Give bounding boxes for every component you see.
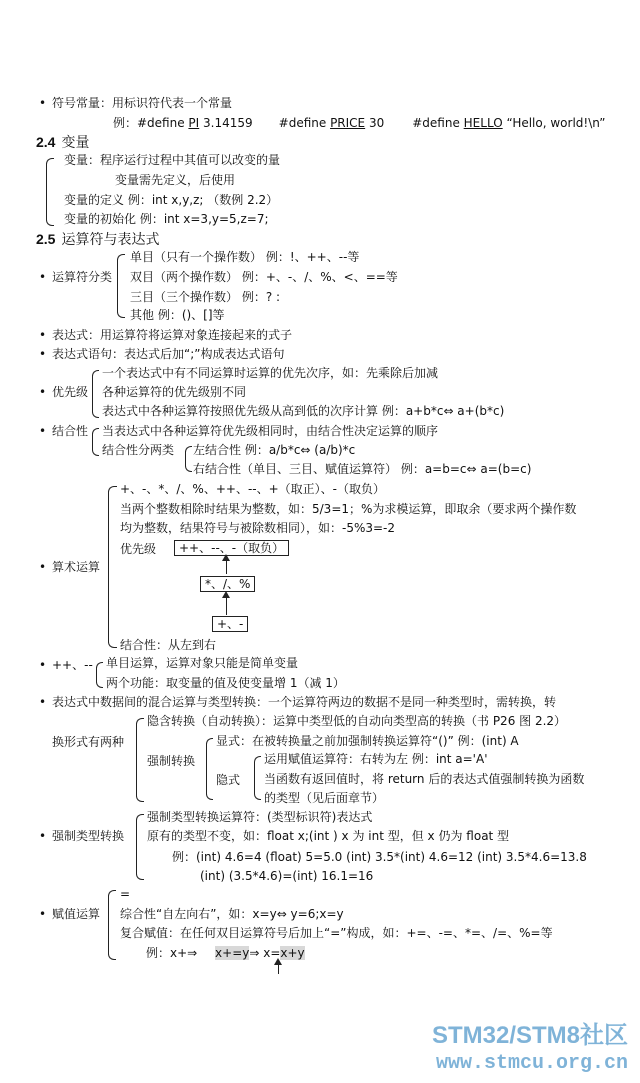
left-assoc-line: 左结合性 例：a/b*c⇔ (a/b)*c [193,443,356,457]
assign-arrow [278,960,279,974]
assign-brace [108,890,116,960]
precedence-brace [92,370,99,418]
assign-ex-highlight-2: x+y [280,946,305,960]
expr-line: • 表达式：用运算符将运算对象连接起来的式子 [52,328,292,342]
cast-line-2: 原有的类型不变，如：float x;(int ) x 为 int 型，但 x 仍为 float 型 [147,829,510,843]
cast-line-1: 强制类型转换运算符：(类型标识符)表达式 [147,810,373,824]
assign-ex-highlight: x+=y [215,946,250,960]
define-ex-prefix: 例：#define [113,116,189,130]
var-first-line: 变量需先定义，后使用 [115,173,236,187]
expr-stmt-line: • 表达式语句：表达式后加“;”构成表达式语句 [52,347,284,361]
explicit-line: 显式：在被转换量之前加强制转换运算符“()” 例：(int) A [216,734,519,748]
arith-prec-label: 优先级 [120,542,157,556]
define-hello: HELLO [463,116,503,130]
arith-line-2: 当两个整数相除时结果为整数，如：5/3=1；%为求模运算，即取余（要求两个操作数 [120,502,577,516]
assign-label: • 赋值运算 [52,907,100,921]
define-price-val: 30 [365,116,385,130]
section-2-4-number: 2.4 [36,134,56,150]
assign-line-1: = [120,887,131,901]
op-class-brace [117,254,125,318]
precedence-label: • 优先级 [52,385,88,399]
define-pi: PI [188,116,200,130]
assign-ex-mid: ⇒ x= [249,946,281,960]
incdec-line-2: 两个功能：取变量的值及使变量增 1（减 1） [106,676,345,690]
right-assoc-line: 右结合性（单目、三目、赋值运算符） 例：a=b=c⇔ a=(b=c) [193,462,532,476]
prec-box-unary: ++、--、-（取负） [174,540,289,556]
define-price: PRICE [330,116,366,130]
arith-assoc-line: 结合性：从左到右 [120,638,217,652]
mixed-brace [136,718,144,802]
cast-brace [136,814,144,880]
prec-line-3: 表达式中各种运算符按照优先级从高到低的次序计算 例：a+b*c⇔ a+(b*c) [102,404,505,418]
implicit2-brace [254,756,261,800]
cast-label: • 强制类型转换 [52,829,124,843]
define-examples [113,116,605,130]
ternary-line: 三目（三个操作数） 例：? : [130,290,281,304]
watermark-community: STM32/STM8社区 [431,1022,628,1049]
assoc-label: • 结合性 [52,424,88,438]
prec-arrow-1 [226,556,227,574]
define-hello-prefix: #define [412,116,464,130]
mixed-line-2: 换形式有两种 [52,735,125,749]
forced-label: 强制转换 [147,754,196,768]
incdec-label: • ++、-- [52,658,93,672]
assign-line-2: 综合性“自左向右”，如：x=y⇔ y=6;x=y [120,907,344,921]
section-2-5-heading [36,231,159,249]
unary-line: 单目（只有一个操作数） 例：!、++、--等 [130,250,360,264]
prec-box-addsub: +、- [212,616,248,632]
watermark-url: www.stmcu.org.cn [435,1052,628,1075]
cast-line-3: 例：(int) 4.6=4 (float) 5=5.0 (int) 3.5*(int) 4.6=12 (int) 3.5*4.6=13.8 [172,850,587,864]
mixed-line-1: • 表达式中数据间的混合运算与类型转换：一个运算符两边的数据不是同一种类型时，需转换，转 [52,695,556,709]
var-init-line: 变量的初始化 例：int x=3,y=5,z=7; [64,212,269,226]
var-decl-line: 变量的定义 例：int x,y,z; （数例 2.2） [64,193,279,207]
arith-label: • 算术运算 [52,560,100,574]
section-2-4-heading [36,134,89,152]
define-pi-val: 3.14159 [199,116,253,130]
binary-line: 双目（两个操作数） 例：+、-、/、%、<、==等 [130,270,398,284]
section-2-5-title: 运算符与表达式 [61,232,160,248]
incdec-line-1: 单目运算，运算对象只能是简单变量 [106,656,299,670]
assign-ex-prefix: 例：x+⇒ [146,946,202,960]
assoc-line-1: 当表达式中各种运算符优先级相同时，由结合性决定运算的顺序 [102,424,439,438]
cast-line-4: (int) (3.5*4.6)=(int) 16.1=16 [200,869,374,883]
section-2-4-title: 变量 [61,135,90,151]
prec-arrow-2 [226,593,227,615]
prec-box-muldiv: *、/、% [200,576,255,592]
assoc-line-2: 结合性分两类 [102,443,175,457]
define-price-prefix: #define [278,116,331,130]
incdec-brace [96,662,103,688]
section-2-5-number: 2.5 [36,231,56,247]
implicit-line: 隐含转换（自动转换）：运算中类型低的自动向类型高的转换（书 P26 图 2.2） [147,714,567,728]
assign-line-3: 复合赋值：在任何双目运算符号后加上“=”构成，如：+=、-=、*=、/=、%=等 [120,926,553,940]
assign-conv-line: 运用赋值运算符：右转为左 例：int a='A' [264,752,488,766]
assoc-brace [92,428,99,456]
arith-line-1: +、-、*、/、%、++、--、+（取正）、-（取负） [120,482,385,496]
op-class-label: • 运算符分类 [52,270,112,284]
prec-line-2: 各种运算符的优先级别不同 [102,385,247,399]
define-hello-val: “Hello, world!\n” [502,116,606,130]
assoc-types-brace [185,446,192,472]
implicit2-label: 隐式 [216,773,241,787]
other-line: 其他 例：()、[]等 [130,308,225,322]
symbolic-const-line: • 符号常量：用标识符代表一个常量 [52,96,232,110]
prec-line-1: 一个表达式中有不同运算时运算的优先次序，如：先乘除后加减 [102,366,439,380]
var-brace [46,158,54,226]
forced-brace [206,738,213,800]
arith-line-3: 均为整数，结果符号与被除数相同），如：-5%3=-2 [120,521,396,535]
ret-conv-line-2: 的类型（见后面章节） [264,791,385,805]
ret-conv-line-1: 当函数有返回值时，将 return 后的表达式值强制转换为函数 [264,772,585,786]
arith-brace [108,486,117,648]
var-def-line: 变量：程序运行过程中其值可以改变的量 [64,153,281,167]
